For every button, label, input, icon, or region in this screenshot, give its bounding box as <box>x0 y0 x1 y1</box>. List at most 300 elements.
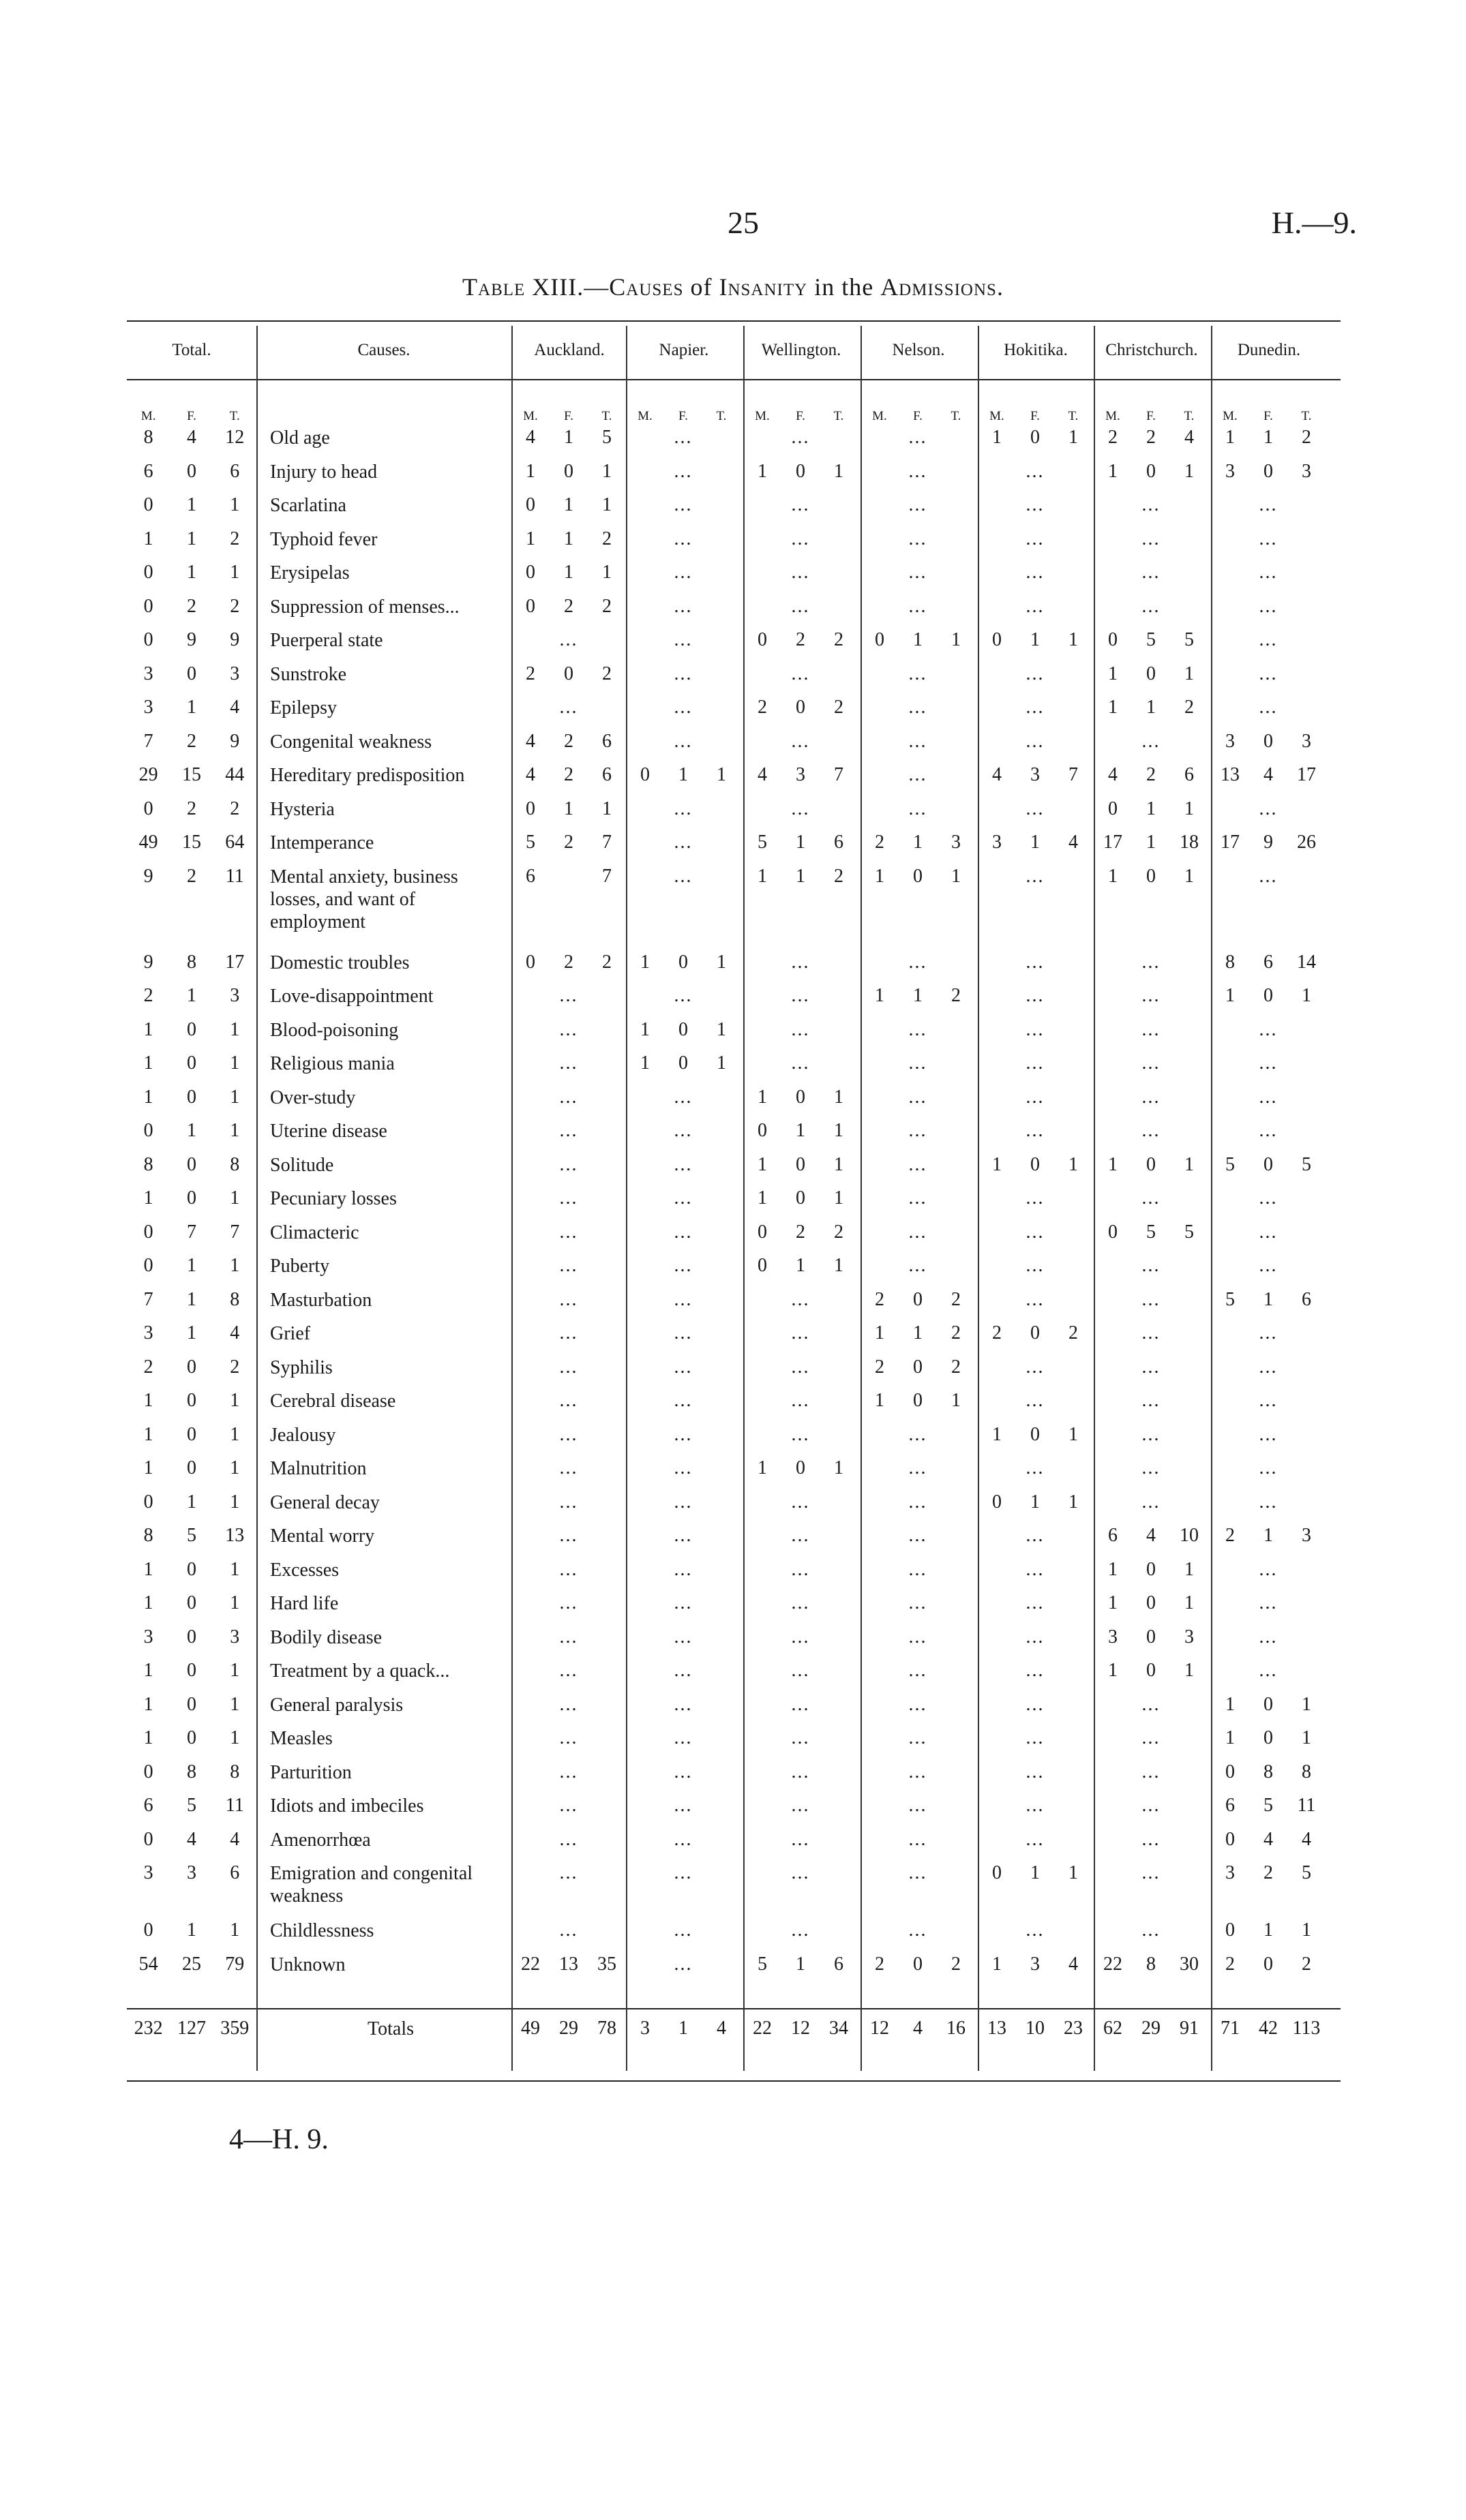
cell-value: 1 <box>1107 460 1118 482</box>
totals-row <box>0 2018 1466 2052</box>
cell-value: 3 <box>1030 764 1040 785</box>
total-value: 1 <box>143 1558 153 1580</box>
district-cell <box>1211 1289 1326 1311</box>
cell-value: 0 <box>525 595 535 617</box>
mft-label: F. <box>1146 409 1156 423</box>
cell-value: 3 <box>1225 460 1235 482</box>
cell-value: 4 <box>525 730 535 752</box>
district-cell <box>1211 427 1326 449</box>
cell-value: 0 <box>912 1390 923 1411</box>
total-value: 1 <box>186 1120 196 1141</box>
cell-value: 5 <box>1146 629 1156 650</box>
page-number: 25 <box>728 205 759 240</box>
district-cell <box>861 985 975 1007</box>
empty-cell: ... <box>1026 865 1045 887</box>
empty-cell: ... <box>791 985 810 1006</box>
table-row <box>0 528 1466 562</box>
cell-value: 1 <box>1184 865 1194 887</box>
empty-cell: ... <box>674 798 693 819</box>
district-cell <box>1094 427 1208 449</box>
district-cell <box>1211 1795 1326 1817</box>
row-total <box>127 1154 256 1176</box>
cause-label <box>270 1660 511 1682</box>
header-district: Napier. <box>659 341 709 359</box>
empty-cell: ... <box>1026 1390 1045 1411</box>
total-value: 1 <box>143 1052 153 1074</box>
total-value: 0 <box>186 1052 196 1074</box>
total-value: 0 <box>186 1693 196 1715</box>
cell-value: 2 <box>563 832 573 853</box>
empty-cell: ... <box>559 1491 578 1513</box>
district-cell <box>1211 1862 1326 1884</box>
table-row <box>0 1390 1466 1424</box>
row-total <box>127 1862 256 1884</box>
cell-value: 17 <box>1296 764 1316 785</box>
cell-value: 0 <box>563 460 573 482</box>
empty-cell: ... <box>1141 1761 1161 1782</box>
cell-value: 1 <box>1107 1592 1118 1613</box>
total-value: 2 <box>230 798 240 819</box>
row-total <box>127 1289 256 1311</box>
cell-value: 1 <box>991 1423 1002 1445</box>
mft-label: T. <box>1068 409 1079 423</box>
empty-cell: ... <box>1259 663 1278 684</box>
table-rule-3 <box>127 2080 1341 2082</box>
empty-cell: ... <box>791 1862 810 1883</box>
empty-cell: ... <box>674 1727 693 1748</box>
table-row <box>0 1829 1466 1863</box>
cause-label <box>270 1592 511 1615</box>
totals-value: 232 <box>134 2018 163 2039</box>
district-cell <box>1094 832 1208 853</box>
empty-cell: ... <box>908 1525 927 1546</box>
cell-value: 1 <box>795 1120 805 1141</box>
cause-label <box>270 1187 511 1210</box>
cell-value: 2 <box>601 528 612 549</box>
cell-value: 0 <box>1146 1626 1156 1648</box>
cause-text: Cerebral disease <box>270 1391 396 1412</box>
totals-cell-value: 4 <box>716 2018 726 2039</box>
empty-cell: ... <box>791 562 810 583</box>
district-cell <box>511 562 626 583</box>
district-cell <box>1094 764 1208 786</box>
total-value: 1 <box>230 1592 240 1613</box>
district-cell <box>511 798 626 820</box>
empty-cell: ... <box>674 1491 693 1513</box>
district-cell <box>1211 1919 1326 1941</box>
cell-value: 26 <box>1296 832 1316 853</box>
district-cell <box>1094 1154 1208 1176</box>
cause-label <box>270 1322 511 1345</box>
table-rule-1 <box>127 379 1341 380</box>
empty-cell: ... <box>908 798 927 819</box>
total-value: 0 <box>186 1457 196 1478</box>
cause-text: Parturition <box>270 1761 352 1783</box>
district-cell <box>743 1120 858 1142</box>
cause-label <box>270 1862 511 1907</box>
empty-cell: ... <box>908 1120 927 1141</box>
cell-value: 2 <box>833 1221 843 1243</box>
empty-cell: ... <box>1026 1187 1045 1209</box>
cell-value: 0 <box>1146 1153 1156 1175</box>
row-total <box>127 427 256 449</box>
cell-value: 2 <box>874 1356 884 1378</box>
cause-text: Scarlatina <box>270 495 346 516</box>
total-value: 2 <box>186 798 196 819</box>
cause-label <box>270 1795 511 1817</box>
empty-cell: ... <box>1259 1626 1278 1648</box>
empty-cell: ... <box>674 1221 693 1243</box>
cell-value: 5 <box>757 832 767 853</box>
cell-value: 6 <box>833 1953 843 1975</box>
empty-cell: ... <box>559 1153 578 1175</box>
cell-value: 2 <box>874 1953 884 1975</box>
district-cell <box>861 866 975 887</box>
cell-value: 0 <box>991 1491 1002 1513</box>
header-district: Wellington. <box>761 341 841 359</box>
cause-label <box>270 1954 511 1976</box>
total-value: 0 <box>186 460 196 482</box>
empty-cell: ... <box>559 1457 578 1478</box>
empty-cell: ... <box>791 1727 810 1748</box>
empty-cell: ... <box>559 1795 578 1816</box>
row-total <box>127 731 256 753</box>
cause-label <box>270 866 511 933</box>
table-rule-2 <box>127 2008 1341 2009</box>
total-value: 13 <box>225 1525 245 1546</box>
table-row <box>0 596 1466 630</box>
empty-cell: ... <box>908 1795 927 1816</box>
total-value: 0 <box>186 1153 196 1175</box>
empty-cell: ... <box>791 1288 810 1310</box>
cell-value: 1 <box>1107 663 1118 684</box>
cell-value: 1 <box>874 1322 884 1344</box>
table-row <box>0 1221 1466 1256</box>
empty-cell: ... <box>674 1390 693 1411</box>
empty-cell: ... <box>559 1052 578 1074</box>
cell-value: 0 <box>1146 1592 1156 1613</box>
district-cell <box>1211 1525 1326 1547</box>
cell-value: 1 <box>1301 1693 1311 1715</box>
cell-value: 6 <box>1301 1288 1311 1310</box>
totals-cell-value: 42 <box>1258 2018 1278 2039</box>
cell-value: 1 <box>640 951 650 973</box>
mft-label: T. <box>601 409 612 423</box>
empty-cell: ... <box>559 1626 578 1648</box>
table-row <box>0 562 1466 596</box>
mft-label: M. <box>872 409 887 423</box>
cause-text: Treatment by a quack... <box>270 1660 450 1682</box>
district-cell <box>1094 798 1208 820</box>
total-value: 1 <box>230 1423 240 1445</box>
row-total <box>127 1457 256 1479</box>
empty-cell: ... <box>1141 1288 1161 1310</box>
cell-value: 0 <box>1263 985 1273 1006</box>
district-cell <box>1211 1761 1326 1783</box>
cell-value: 1 <box>991 1153 1002 1175</box>
district-cell <box>743 629 858 651</box>
empty-cell: ... <box>559 697 578 718</box>
row-total <box>127 1019 256 1041</box>
cell-value: 2 <box>833 629 843 650</box>
cell-value: 1 <box>1184 1558 1194 1580</box>
total-value: 3 <box>186 1862 196 1883</box>
empty-cell: ... <box>908 1423 927 1445</box>
empty-cell: ... <box>1259 494 1278 515</box>
table-row <box>0 1694 1466 1728</box>
empty-cell: ... <box>791 1761 810 1782</box>
table-row <box>0 1525 1466 1559</box>
district-cell <box>511 427 626 449</box>
cell-value: 14 <box>1296 951 1316 973</box>
cause-text: Puberty <box>270 1256 330 1277</box>
total-value: 6 <box>230 460 240 482</box>
mft-subheader <box>861 409 975 424</box>
empty-cell: ... <box>559 1187 578 1209</box>
totals-district-cell <box>511 2018 626 2039</box>
total-value: 11 <box>225 1795 244 1816</box>
empty-cell: ... <box>908 1626 927 1648</box>
cause-label <box>270 1087 511 1109</box>
district-cell <box>626 1019 741 1041</box>
empty-cell: ... <box>791 1592 810 1613</box>
district-cell <box>1094 1525 1208 1547</box>
row-total <box>127 1626 256 1648</box>
empty-cell: ... <box>1259 1457 1278 1478</box>
cell-value: 1 <box>1146 798 1156 819</box>
cell-value: 0 <box>1107 1221 1118 1243</box>
cell-value: 0 <box>912 1288 923 1310</box>
mft-label: T. <box>1301 409 1312 423</box>
cell-value: 5 <box>1225 1153 1235 1175</box>
district-cell <box>626 1052 741 1074</box>
cell-value: 1 <box>601 460 612 482</box>
table-row <box>0 764 1466 798</box>
cell-value: 0 <box>757 1221 767 1243</box>
total-value: 1 <box>143 1727 153 1748</box>
empty-cell: ... <box>674 1153 693 1175</box>
row-total <box>127 663 256 685</box>
cause-label <box>270 1221 511 1244</box>
mft-label: M. <box>1105 409 1120 423</box>
district-cell <box>743 832 858 853</box>
empty-cell: ... <box>1259 1491 1278 1513</box>
total-value: 1 <box>230 1693 240 1715</box>
total-value: 0 <box>143 1491 153 1513</box>
empty-cell: ... <box>791 730 810 752</box>
district-cell <box>743 764 858 786</box>
row-total <box>127 1255 256 1277</box>
cell-value: 0 <box>1263 730 1273 752</box>
empty-cell: ... <box>559 1919 578 1941</box>
total-value: 1 <box>186 494 196 515</box>
cell-value: 1 <box>1030 832 1040 853</box>
total-value: 3 <box>230 985 240 1006</box>
empty-cell: ... <box>1141 1423 1161 1445</box>
table-row <box>0 1457 1466 1491</box>
row-total <box>127 1221 256 1243</box>
cell-value: 1 <box>951 865 961 887</box>
cell-value: 1 <box>716 951 726 973</box>
empty-cell: ... <box>1141 1862 1161 1883</box>
cause-text: Masturbation <box>270 1289 372 1311</box>
empty-cell: ... <box>791 1491 810 1513</box>
total-value: 1 <box>186 1322 196 1344</box>
cause-label <box>270 1289 511 1311</box>
district-cell <box>978 1424 1092 1446</box>
footer-reference: 4—H. 9. <box>229 2124 329 2155</box>
empty-cell: ... <box>1141 730 1161 752</box>
cause-label <box>270 985 511 1007</box>
district-cell <box>1211 1954 1326 1975</box>
empty-cell: ... <box>908 1086 927 1108</box>
cell-value: 30 <box>1179 1953 1199 1975</box>
cell-value: 4 <box>991 764 1002 785</box>
empty-cell: ... <box>908 1153 927 1175</box>
total-value: 0 <box>186 1592 196 1613</box>
cause-label <box>270 1626 511 1649</box>
empty-cell: ... <box>674 697 693 718</box>
cell-value: 1 <box>1263 1288 1273 1310</box>
empty-cell: ... <box>908 697 927 718</box>
cause-label <box>270 1694 511 1716</box>
total-value: 6 <box>143 1795 153 1816</box>
empty-cell: ... <box>1259 1018 1278 1040</box>
total-value: 6 <box>143 460 153 482</box>
row-total <box>127 952 256 973</box>
row-total <box>127 1761 256 1783</box>
empty-cell: ... <box>674 865 693 887</box>
row-total <box>127 528 256 550</box>
cell-value: 1 <box>563 562 573 583</box>
cell-value: 0 <box>678 1052 688 1074</box>
row-total <box>127 697 256 718</box>
empty-cell: ... <box>791 1356 810 1378</box>
total-value: 0 <box>186 1390 196 1411</box>
empty-cell: ... <box>1026 663 1045 684</box>
cell-value: 2 <box>833 865 843 887</box>
cell-value: 2 <box>1301 1953 1311 1975</box>
empty-cell: ... <box>674 1423 693 1445</box>
cell-value: 1 <box>833 1086 843 1108</box>
cell-value: 0 <box>795 460 805 482</box>
total-value: 9 <box>143 951 153 973</box>
cell-value: 2 <box>601 663 612 684</box>
empty-cell: ... <box>1141 1390 1161 1411</box>
total-value: 1 <box>230 1187 240 1209</box>
total-value: 5 <box>186 1795 196 1816</box>
cell-value: 1 <box>874 865 884 887</box>
totals-cell-value: 4 <box>912 2018 923 2039</box>
table-row <box>0 461 1466 495</box>
cell-value: 0 <box>678 1018 688 1040</box>
cell-value: 3 <box>951 832 961 853</box>
cause-label <box>270 1052 511 1075</box>
empty-cell: ... <box>1026 1558 1045 1580</box>
cell-value: 1 <box>1030 1862 1040 1883</box>
row-total <box>127 985 256 1007</box>
empty-cell: ... <box>1259 1187 1278 1209</box>
totals-district-cell <box>978 2018 1092 2039</box>
totals-cell-value: 29 <box>558 2018 578 2039</box>
empty-cell: ... <box>674 663 693 684</box>
cell-value: 2 <box>601 595 612 617</box>
cause-text: General paralysis <box>270 1694 404 1716</box>
total-value: 1 <box>186 1288 196 1310</box>
empty-cell: ... <box>1026 985 1045 1006</box>
total-value: 1 <box>186 1919 196 1941</box>
total-value: 0 <box>186 1727 196 1748</box>
row-total <box>127 1087 256 1108</box>
cell-value: 2 <box>951 1356 961 1378</box>
empty-cell: ... <box>908 562 927 583</box>
empty-cell: ... <box>791 1018 810 1040</box>
cause-label <box>270 1019 511 1042</box>
total-value: 7 <box>143 1288 153 1310</box>
cell-value: 1 <box>1301 985 1311 1006</box>
cell-value: 0 <box>912 1356 923 1378</box>
row-total <box>127 1694 256 1716</box>
empty-cell: ... <box>1259 1660 1278 1681</box>
empty-cell: ... <box>791 1828 810 1850</box>
empty-cell: ... <box>1141 1457 1161 1478</box>
totals-cell-value: 71 <box>1220 2018 1240 2039</box>
total-value: 0 <box>143 1255 153 1276</box>
cell-value: 2 <box>1107 427 1118 448</box>
empty-cell: ... <box>1026 1255 1045 1276</box>
district-cell <box>511 494 626 516</box>
table-row <box>0 1154 1466 1188</box>
cell-value: 1 <box>1263 427 1273 448</box>
cell-value: 1 <box>1263 1525 1273 1546</box>
cell-value: 3 <box>1301 1525 1311 1546</box>
table-row <box>0 1559 1466 1593</box>
empty-cell: ... <box>908 1919 927 1941</box>
cell-value: 4 <box>1263 764 1273 785</box>
total-value: 0 <box>143 1221 153 1243</box>
district-cell <box>1094 1221 1208 1243</box>
cause-label <box>270 494 511 517</box>
total-value: 6 <box>230 1862 240 1883</box>
total-value: 1 <box>143 528 153 549</box>
district-cell <box>743 1221 858 1243</box>
empty-cell: ... <box>674 730 693 752</box>
total-value: 64 <box>225 832 245 853</box>
district-cell <box>511 731 626 753</box>
empty-cell: ... <box>1259 562 1278 583</box>
cell-value: 0 <box>640 764 650 785</box>
district-cell <box>511 952 626 973</box>
cell-value: 1 <box>601 798 612 819</box>
cell-value: 6 <box>833 832 843 853</box>
empty-cell: ... <box>1026 1727 1045 1748</box>
empty-cell: ... <box>1026 494 1045 515</box>
cell-value: 35 <box>597 1953 616 1975</box>
empty-cell: ... <box>1026 730 1045 752</box>
empty-cell: ... <box>1259 1390 1278 1411</box>
total-value: 9 <box>230 629 240 650</box>
row-total <box>127 1954 256 1975</box>
mft-label: F. <box>913 409 923 423</box>
empty-cell: ... <box>908 1761 927 1782</box>
cause-text: Syphilis <box>270 1356 333 1378</box>
cause-text: Malnutrition <box>270 1458 367 1479</box>
table-row <box>0 1491 1466 1525</box>
total-value: 0 <box>143 1828 153 1850</box>
cell-value: 0 <box>1030 1153 1040 1175</box>
cell-value: 1 <box>757 1187 767 1209</box>
cause-label <box>270 1491 511 1514</box>
